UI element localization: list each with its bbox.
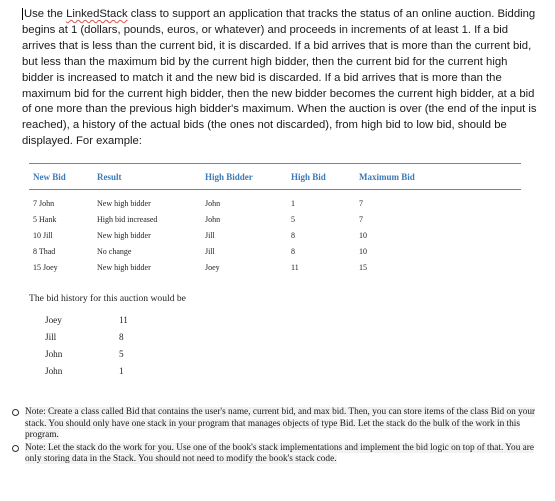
circle-bullet-icon: [12, 445, 19, 452]
history-bidder: Joey: [45, 314, 62, 325]
cell-high-bidder: Joey: [205, 262, 220, 272]
cell-result: New high bidder: [97, 198, 151, 208]
cell-new-bid: 15 Joey: [33, 262, 58, 272]
cell-maximum-bid: 15: [359, 262, 367, 272]
history-row: [45, 311, 128, 328]
notes-list: [12, 407, 542, 467]
cell-new-bid: 10 Jill: [33, 230, 53, 240]
history-amount: 8: [119, 331, 124, 342]
history-bidder: Jill: [45, 331, 57, 342]
history-row: [45, 362, 128, 379]
bid-example-table: [29, 163, 521, 275]
history-title: The bid history for this auction would be: [29, 293, 186, 304]
table-row: [29, 227, 521, 243]
history-row: [45, 345, 128, 362]
cell-new-bid: 7 John: [33, 198, 55, 208]
header-result: Result: [93, 164, 201, 190]
cell-maximum-bid: 10: [359, 246, 367, 256]
cell-result: High bid increased: [97, 214, 158, 224]
cell-high-bidder: John: [205, 214, 221, 224]
header-high-bid: High Bid: [287, 164, 355, 190]
problem-description: [22, 7, 538, 150]
header-new-bid: New Bid: [29, 164, 93, 190]
cell-high-bidder: Jill: [205, 230, 215, 240]
linkedstack-word: LinkedStack: [66, 8, 128, 20]
table-row: [29, 211, 521, 227]
cell-high-bid: 1: [291, 198, 295, 208]
history-amount: 1: [119, 365, 124, 376]
table-header-row: [29, 164, 521, 190]
history-amount: 5: [119, 348, 124, 359]
header-high-bidder: High Bidder: [201, 164, 287, 190]
cell-high-bid: 8: [291, 246, 295, 256]
note-text: Note: Create a class called Bid that contains the user's name, current bid, and max bid. Then, you can store items of the class Bid on your stack. You should only have one stack in your program that manages objects of type Bid. Let the stack do the bulk of the work in this program.: [25, 407, 536, 441]
cell-maximum-bid: 7: [359, 198, 363, 208]
cell-new-bid: 8 Thad: [33, 246, 56, 256]
cell-maximum-bid: 10: [359, 230, 367, 240]
cell-maximum-bid: 7: [359, 214, 363, 224]
note-item: [12, 443, 542, 466]
text-cursor: [22, 8, 23, 20]
table-row: [29, 190, 521, 212]
cell-high-bid: 8: [291, 230, 295, 240]
cell-new-bid: 5 Hank: [33, 214, 57, 224]
cell-high-bidder: John: [205, 198, 221, 208]
header-maximum-bid: Maximum Bid: [355, 164, 521, 190]
cell-high-bidder: Jill: [205, 246, 215, 256]
intro-pre: Use the: [24, 8, 67, 20]
cell-high-bid: 5: [291, 214, 295, 224]
table-row: [29, 259, 521, 275]
circle-bullet-icon: [12, 409, 19, 416]
history-row: [45, 328, 128, 345]
bid-history-table: [45, 311, 128, 379]
note-item: [12, 407, 542, 442]
cell-result: No change: [97, 246, 132, 256]
history-bidder: John: [45, 348, 63, 359]
table-row: [29, 243, 521, 259]
cell-high-bid: 11: [291, 262, 299, 272]
history-bidder: John: [45, 365, 63, 376]
cell-result: New high bidder: [97, 262, 151, 272]
cell-result: New high bidder: [97, 230, 151, 240]
note-text: Note: Let the stack do the work for you. Use one of the book's stack implementations and implement the bid logic on top of that. You are only storing data in the Stack. You should not need to modify the book's stack code.: [25, 442, 535, 465]
intro-post: class to support an application that tracks the status of an online auction. Bidding begins at 1 (dollars, pounds, euros, or whatever) and proceeds in increments of at least 1. If a bid arrives that is less than the current bid, it is discarded. If a bid arrives that is more than the current bid, but less than the maximum bid by the current high bidder, then the current bid for the current high bidder is increased to match it and the new bid is discarded. If a bid arrives that is more than the maximum bid for the current high bidder, then the new bidder becomes the current high bidder, at a bid of one more than the previous high bidder's maximum. When the auction is over (the end of the input is reached), a history of the actual bids (the ones not discarded), from high bid to low bid, should be displayed. For example:: [22, 8, 537, 148]
history-amount: 11: [119, 314, 128, 325]
